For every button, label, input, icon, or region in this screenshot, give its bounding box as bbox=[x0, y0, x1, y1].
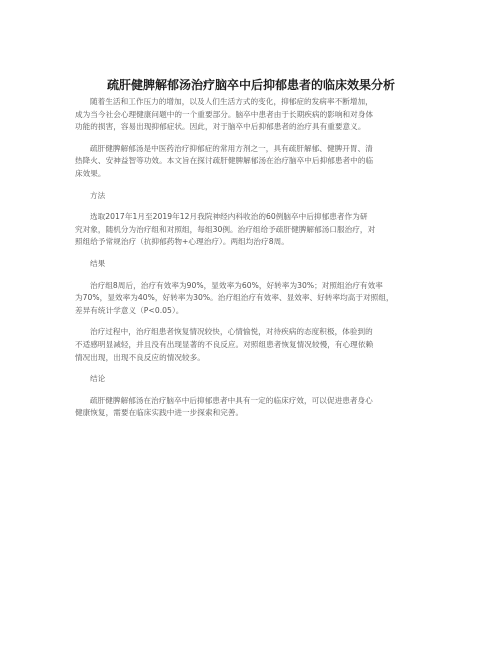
results-heading: 结果 bbox=[90, 258, 106, 268]
document-title: 疏肝健脾解郁汤治疗脑卒中后抑郁患者的临床效果分析 bbox=[106, 78, 395, 92]
conclusion-heading: 结论 bbox=[90, 374, 106, 384]
text-line: 治疗过程中，治疗组患者恢复情况较快，心情愉悦，对待疾病的态度积极，体验到的 bbox=[90, 327, 373, 337]
text-line: 功能的损害，容易出现抑郁症状。因此，对于脑卒中后抑郁患者的治疗具有重要意义。 bbox=[75, 122, 366, 132]
document-body bbox=[75, 96, 435, 429]
text-line: 情况出现，出现不良反应的情况较多。 bbox=[75, 352, 205, 362]
intro-paragraph bbox=[75, 96, 435, 134]
intro-paragraph-2 bbox=[75, 143, 435, 181]
text-line: 健康恢复，需要在临床实践中进一步探索和完善。 bbox=[75, 408, 244, 418]
conclusion-paragraph bbox=[75, 395, 435, 420]
text-line: 不适感明显减轻，并且没有出现显著的不良反应。对照组患者恢复情况较慢，有心理依赖 bbox=[75, 339, 374, 349]
methods-paragraph bbox=[75, 211, 435, 249]
text-line: 随着生活和工作压力的增加，以及人们生活方式的变化，抑郁症的发病率不断增加， bbox=[90, 97, 373, 106]
text-line: 热降火、安神益智等功效。本文旨在探讨疏肝健脾解郁汤在治疗脑卒中后抑郁患者中的临 bbox=[75, 156, 374, 166]
results-paragraph bbox=[75, 280, 435, 318]
methods-heading: 方法 bbox=[90, 190, 106, 200]
results-paragraph-2 bbox=[75, 326, 435, 364]
text-line: 疏肝健脾解郁汤在治疗脑卒中后抑郁患者中具有一定的临床疗效，可以促进患者身心 bbox=[90, 395, 373, 405]
text-line: 为70%，显效率为40%，好转率为30%。治疗组治疗有效率、显效率、好转率均高于对照组， bbox=[75, 293, 394, 303]
text-line: 治疗组8周后，治疗有效率为90%，显效率为60%，好转率为30%；对照组治疗有效率 bbox=[90, 280, 383, 290]
text-line: 成为当今社会心理健康问题中的一个重要部分。脑卒中患者由于长期疾病的影响和对身体 bbox=[75, 109, 374, 119]
text-line: 照组给予常规治疗（抗抑郁药物+心理治疗）。两组均治疗8周。 bbox=[75, 237, 289, 247]
text-line: 床效果。 bbox=[75, 168, 106, 178]
text-line: 差异有统计学意义（P<0.05）。 bbox=[75, 305, 184, 315]
text-line: 究对象，随机分为治疗组和对照组，每组30例。治疗组给予疏肝健脾解郁汤口服治疗，对 bbox=[75, 224, 376, 234]
text-line: 疏肝健脾解郁汤是中医药治疗抑郁症的常用方剂之一，具有疏肝解郁、健脾开胃、清 bbox=[90, 143, 373, 153]
text-line: 选取2017年1月至2019年12月我院神经内科收治的60例脑卒中后抑郁患者作为研 bbox=[90, 212, 368, 222]
